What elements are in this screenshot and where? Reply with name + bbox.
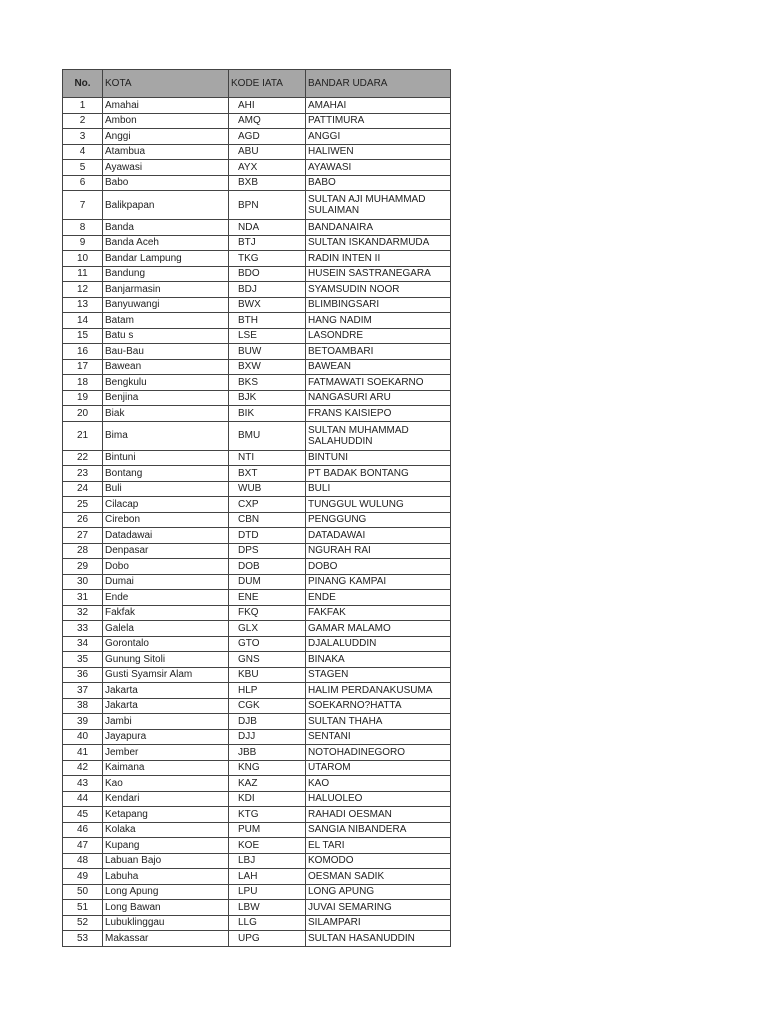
table-row xyxy=(63,344,451,360)
cell-no: 50 xyxy=(63,884,103,900)
cell-kode-iata: BIK xyxy=(229,406,306,422)
cell-no: 40 xyxy=(63,729,103,745)
table-row xyxy=(63,543,451,559)
table-row xyxy=(63,191,451,220)
cell-kota: Banda xyxy=(103,220,229,236)
table-row xyxy=(63,605,451,621)
cell-no: 45 xyxy=(63,807,103,823)
cell-kode-iata: KAZ xyxy=(229,776,306,792)
cell-kota: Lubuklinggau xyxy=(103,915,229,931)
cell-no: 15 xyxy=(63,328,103,344)
cell-bandar-udara: BABO xyxy=(306,175,451,191)
cell-kota: Jambi xyxy=(103,714,229,730)
cell-kota: Ende xyxy=(103,590,229,606)
table-row xyxy=(63,884,451,900)
cell-kode-iata: BDO xyxy=(229,266,306,282)
cell-bandar-udara: PINANG KAMPAI xyxy=(306,574,451,590)
cell-no: 30 xyxy=(63,574,103,590)
cell-bandar-udara: BULI xyxy=(306,481,451,497)
cell-no: 1 xyxy=(63,98,103,114)
cell-kota: Banda Aceh xyxy=(103,235,229,251)
table-body xyxy=(63,98,451,947)
cell-kode-iata: BKS xyxy=(229,375,306,391)
table-row xyxy=(63,235,451,251)
cell-no: 36 xyxy=(63,667,103,683)
cell-no: 6 xyxy=(63,175,103,191)
cell-no: 2 xyxy=(63,113,103,129)
cell-bandar-udara: SOEKARNO?HATTA xyxy=(306,698,451,714)
cell-kota: Ambon xyxy=(103,113,229,129)
cell-no: 27 xyxy=(63,528,103,544)
cell-kode-iata: LLG xyxy=(229,915,306,931)
cell-bandar-udara: PATTIMURA xyxy=(306,113,451,129)
cell-kota: Bintuni xyxy=(103,450,229,466)
table-row xyxy=(63,113,451,129)
cell-kota: Atambua xyxy=(103,144,229,160)
cell-kota: Kolaka xyxy=(103,822,229,838)
table-row xyxy=(63,636,451,652)
table-row xyxy=(63,729,451,745)
table-row xyxy=(63,822,451,838)
cell-bandar-udara: BLIMBINGSARI xyxy=(306,297,451,313)
cell-kota: Dobo xyxy=(103,559,229,575)
table-row xyxy=(63,359,451,375)
cell-kota: Jakarta xyxy=(103,698,229,714)
table-row xyxy=(63,220,451,236)
cell-kode-iata: DUM xyxy=(229,574,306,590)
table-row xyxy=(63,776,451,792)
cell-kota: Gusti Syamsir Alam xyxy=(103,667,229,683)
cell-kota: Kendari xyxy=(103,791,229,807)
cell-no: 10 xyxy=(63,251,103,267)
cell-kode-iata: BUW xyxy=(229,344,306,360)
cell-kota: Babo xyxy=(103,175,229,191)
cell-bandar-udara: SILAMPARI xyxy=(306,915,451,931)
cell-bandar-udara: HALIM PERDANAKUSUMA xyxy=(306,683,451,699)
cell-bandar-udara: SYAMSUDIN NOOR xyxy=(306,282,451,298)
cell-kota: Anggi xyxy=(103,129,229,145)
cell-kode-iata: DJJ xyxy=(229,729,306,745)
cell-no: 43 xyxy=(63,776,103,792)
cell-kota: Gorontalo xyxy=(103,636,229,652)
cell-bandar-udara: FRANS KAISIEPO xyxy=(306,406,451,422)
cell-no: 20 xyxy=(63,406,103,422)
cell-kode-iata: BXB xyxy=(229,175,306,191)
cell-no: 3 xyxy=(63,129,103,145)
cell-no: 41 xyxy=(63,745,103,761)
airport-table xyxy=(62,69,451,947)
cell-kode-iata: BDJ xyxy=(229,282,306,298)
cell-kode-iata: LPU xyxy=(229,884,306,900)
cell-bandar-udara: SULTAN ISKANDARMUDA xyxy=(306,235,451,251)
cell-kota: Batam xyxy=(103,313,229,329)
table-row xyxy=(63,313,451,329)
cell-kota: Denpasar xyxy=(103,543,229,559)
cell-bandar-udara: ENDE xyxy=(306,590,451,606)
table-row xyxy=(63,745,451,761)
cell-no: 22 xyxy=(63,450,103,466)
cell-bandar-udara: SULTAN AJI MUHAMMAD SULAIMAN xyxy=(306,191,451,220)
cell-kode-iata: BTJ xyxy=(229,235,306,251)
cell-kode-iata: CXP xyxy=(229,497,306,513)
table-row xyxy=(63,574,451,590)
cell-bandar-udara: BINTUNI xyxy=(306,450,451,466)
cell-bandar-udara: STAGEN xyxy=(306,667,451,683)
cell-kode-iata: LBJ xyxy=(229,853,306,869)
cell-no: 33 xyxy=(63,621,103,637)
cell-kota: Ayawasi xyxy=(103,160,229,176)
table-row xyxy=(63,266,451,282)
cell-kota: Bima xyxy=(103,421,229,450)
cell-no: 35 xyxy=(63,652,103,668)
table-row xyxy=(63,175,451,191)
table-row xyxy=(63,406,451,422)
cell-kota: Dumai xyxy=(103,574,229,590)
cell-kota: Labuan Bajo xyxy=(103,853,229,869)
cell-kode-iata: KOE xyxy=(229,838,306,854)
cell-no: 42 xyxy=(63,760,103,776)
header-kota: KOTA xyxy=(103,70,229,98)
table-row xyxy=(63,915,451,931)
table-row xyxy=(63,512,451,528)
cell-no: 47 xyxy=(63,838,103,854)
cell-bandar-udara: TUNGGUL WULUNG xyxy=(306,497,451,513)
cell-bandar-udara: UTAROM xyxy=(306,760,451,776)
table-row xyxy=(63,853,451,869)
cell-kota: Cilacap xyxy=(103,497,229,513)
cell-kota: Makassar xyxy=(103,931,229,947)
cell-kode-iata: AMQ xyxy=(229,113,306,129)
cell-kode-iata: DTD xyxy=(229,528,306,544)
table-row xyxy=(63,481,451,497)
cell-kota: Cirebon xyxy=(103,512,229,528)
cell-bandar-udara: HALIWEN xyxy=(306,144,451,160)
cell-kota: Biak xyxy=(103,406,229,422)
table-row xyxy=(63,251,451,267)
cell-bandar-udara: HANG NADIM xyxy=(306,313,451,329)
cell-bandar-udara: LONG APUNG xyxy=(306,884,451,900)
cell-kota: Bau-Bau xyxy=(103,344,229,360)
cell-kota: Datadawai xyxy=(103,528,229,544)
cell-kode-iata: TKG xyxy=(229,251,306,267)
cell-kode-iata: KBU xyxy=(229,667,306,683)
cell-kota: Fakfak xyxy=(103,605,229,621)
cell-kota: Long Bawan xyxy=(103,900,229,916)
cell-kota: Bandar Lampung xyxy=(103,251,229,267)
table-row xyxy=(63,714,451,730)
cell-no: 31 xyxy=(63,590,103,606)
table-row xyxy=(63,421,451,450)
cell-no: 37 xyxy=(63,683,103,699)
table-row xyxy=(63,900,451,916)
header-bandar-udara: BANDAR UDARA xyxy=(306,70,451,98)
cell-no: 11 xyxy=(63,266,103,282)
cell-no: 18 xyxy=(63,375,103,391)
cell-kode-iata: PUM xyxy=(229,822,306,838)
cell-bandar-udara: SANGIA NIBANDERA xyxy=(306,822,451,838)
cell-no: 38 xyxy=(63,698,103,714)
cell-no: 12 xyxy=(63,282,103,298)
cell-kota: Kao xyxy=(103,776,229,792)
cell-no: 5 xyxy=(63,160,103,176)
cell-bandar-udara: SULTAN THAHA xyxy=(306,714,451,730)
cell-kode-iata: NDA xyxy=(229,220,306,236)
cell-kode-iata: CBN xyxy=(229,512,306,528)
cell-no: 49 xyxy=(63,869,103,885)
cell-no: 39 xyxy=(63,714,103,730)
cell-kota: Balikpapan xyxy=(103,191,229,220)
cell-kode-iata: DOB xyxy=(229,559,306,575)
cell-no: 52 xyxy=(63,915,103,931)
cell-no: 34 xyxy=(63,636,103,652)
table-row xyxy=(63,621,451,637)
cell-kode-iata: BMU xyxy=(229,421,306,450)
cell-kode-iata: AYX xyxy=(229,160,306,176)
cell-kota: Kaimana xyxy=(103,760,229,776)
cell-kode-iata: WUB xyxy=(229,481,306,497)
cell-kota: Banjarmasin xyxy=(103,282,229,298)
table-row xyxy=(63,528,451,544)
cell-no: 48 xyxy=(63,853,103,869)
table-row xyxy=(63,590,451,606)
cell-kode-iata: ABU xyxy=(229,144,306,160)
table-row xyxy=(63,869,451,885)
cell-bandar-udara: OESMAN SADIK xyxy=(306,869,451,885)
cell-bandar-udara: LASONDRE xyxy=(306,328,451,344)
cell-bandar-udara: SULTAN MUHAMMAD SALAHUDDIN xyxy=(306,421,451,450)
table-row xyxy=(63,450,451,466)
cell-kota: Bandung xyxy=(103,266,229,282)
header-row xyxy=(63,70,451,98)
cell-kota: Ketapang xyxy=(103,807,229,823)
cell-kota: Jayapura xyxy=(103,729,229,745)
table-row xyxy=(63,98,451,114)
cell-kode-iata: ENE xyxy=(229,590,306,606)
cell-kode-iata: NTI xyxy=(229,450,306,466)
cell-no: 13 xyxy=(63,297,103,313)
table-row xyxy=(63,297,451,313)
cell-bandar-udara: KOMODO xyxy=(306,853,451,869)
table-row xyxy=(63,390,451,406)
cell-bandar-udara: ANGGI xyxy=(306,129,451,145)
cell-bandar-udara: BINAKA xyxy=(306,652,451,668)
table-row xyxy=(63,667,451,683)
cell-no: 26 xyxy=(63,512,103,528)
cell-kode-iata: GNS xyxy=(229,652,306,668)
cell-bandar-udara: AYAWASI xyxy=(306,160,451,176)
cell-bandar-udara: SULTAN HASANUDDIN xyxy=(306,931,451,947)
cell-kode-iata: BJK xyxy=(229,390,306,406)
cell-no: 51 xyxy=(63,900,103,916)
table-row xyxy=(63,160,451,176)
cell-no: 7 xyxy=(63,191,103,220)
cell-bandar-udara: AMAHAI xyxy=(306,98,451,114)
cell-bandar-udara: SENTANI xyxy=(306,729,451,745)
table-row xyxy=(63,760,451,776)
cell-kota: Kupang xyxy=(103,838,229,854)
cell-bandar-udara: BETOAMBARI xyxy=(306,344,451,360)
cell-no: 24 xyxy=(63,481,103,497)
cell-kota: Gunung Sitoli xyxy=(103,652,229,668)
cell-no: 8 xyxy=(63,220,103,236)
cell-kode-iata: AHI xyxy=(229,98,306,114)
cell-no: 19 xyxy=(63,390,103,406)
cell-bandar-udara: KAO xyxy=(306,776,451,792)
cell-kode-iata: KNG xyxy=(229,760,306,776)
cell-bandar-udara: DATADAWAI xyxy=(306,528,451,544)
table-row xyxy=(63,931,451,947)
cell-no: 9 xyxy=(63,235,103,251)
cell-kota: Bontang xyxy=(103,466,229,482)
cell-kode-iata: LBW xyxy=(229,900,306,916)
cell-kode-iata: KDI xyxy=(229,791,306,807)
cell-kode-iata: BWX xyxy=(229,297,306,313)
cell-kota: Bawean xyxy=(103,359,229,375)
cell-kota: Amahai xyxy=(103,98,229,114)
cell-kode-iata: GLX xyxy=(229,621,306,637)
cell-kode-iata: CGK xyxy=(229,698,306,714)
cell-bandar-udara: PENGGUNG xyxy=(306,512,451,528)
cell-kode-iata: BTH xyxy=(229,313,306,329)
cell-no: 23 xyxy=(63,466,103,482)
cell-bandar-udara: DJALALUDDIN xyxy=(306,636,451,652)
table-header xyxy=(63,70,451,98)
cell-bandar-udara: HALUOLEO xyxy=(306,791,451,807)
cell-kota: Batu s xyxy=(103,328,229,344)
table-row xyxy=(63,497,451,513)
cell-no: 16 xyxy=(63,344,103,360)
table-row xyxy=(63,129,451,145)
cell-no: 14 xyxy=(63,313,103,329)
cell-kode-iata: FKQ xyxy=(229,605,306,621)
table-row xyxy=(63,838,451,854)
header-kode-iata: KODE IATA xyxy=(229,70,306,98)
cell-kode-iata: DPS xyxy=(229,543,306,559)
cell-kota: Benjina xyxy=(103,390,229,406)
cell-kota: Banyuwangi xyxy=(103,297,229,313)
cell-no: 21 xyxy=(63,421,103,450)
cell-kode-iata: BXW xyxy=(229,359,306,375)
cell-kode-iata: HLP xyxy=(229,683,306,699)
cell-bandar-udara: NOTOHADINEGORO xyxy=(306,745,451,761)
cell-no: 29 xyxy=(63,559,103,575)
cell-no: 46 xyxy=(63,822,103,838)
cell-bandar-udara: EL TARI xyxy=(306,838,451,854)
cell-kota: Bengkulu xyxy=(103,375,229,391)
table-row xyxy=(63,683,451,699)
table-row xyxy=(63,652,451,668)
cell-no: 32 xyxy=(63,605,103,621)
cell-no: 44 xyxy=(63,791,103,807)
cell-kode-iata: BPN xyxy=(229,191,306,220)
cell-kode-iata: BXT xyxy=(229,466,306,482)
cell-bandar-udara: JUVAI SEMARING xyxy=(306,900,451,916)
table-row xyxy=(63,375,451,391)
cell-no: 25 xyxy=(63,497,103,513)
table-row xyxy=(63,791,451,807)
cell-no: 28 xyxy=(63,543,103,559)
cell-kota: Jakarta xyxy=(103,683,229,699)
cell-kode-iata: KTG xyxy=(229,807,306,823)
table-row xyxy=(63,807,451,823)
cell-bandar-udara: FATMAWATI SOEKARNO xyxy=(306,375,451,391)
cell-bandar-udara: FAKFAK xyxy=(306,605,451,621)
cell-bandar-udara: GAMAR MALAMO xyxy=(306,621,451,637)
table-row xyxy=(63,328,451,344)
cell-no: 53 xyxy=(63,931,103,947)
cell-kota: Long Apung xyxy=(103,884,229,900)
cell-kode-iata: JBB xyxy=(229,745,306,761)
table-row xyxy=(63,282,451,298)
cell-no: 4 xyxy=(63,144,103,160)
cell-kode-iata: GTO xyxy=(229,636,306,652)
cell-bandar-udara: BAWEAN xyxy=(306,359,451,375)
table-row xyxy=(63,466,451,482)
table-row xyxy=(63,559,451,575)
cell-kode-iata: UPG xyxy=(229,931,306,947)
cell-bandar-udara: PT BADAK BONTANG xyxy=(306,466,451,482)
cell-bandar-udara: NGURAH RAI xyxy=(306,543,451,559)
cell-bandar-udara: HUSEIN SASTRANEGARA xyxy=(306,266,451,282)
table-row xyxy=(63,144,451,160)
table-row xyxy=(63,698,451,714)
cell-kode-iata: LAH xyxy=(229,869,306,885)
cell-bandar-udara: RADIN INTEN II xyxy=(306,251,451,267)
cell-bandar-udara: BANDANAIRA xyxy=(306,220,451,236)
cell-no: 17 xyxy=(63,359,103,375)
cell-kota: Jember xyxy=(103,745,229,761)
cell-bandar-udara: DOBO xyxy=(306,559,451,575)
cell-bandar-udara: NANGASURI ARU xyxy=(306,390,451,406)
cell-kode-iata: LSE xyxy=(229,328,306,344)
header-no: No. xyxy=(63,70,103,98)
cell-kota: Galela xyxy=(103,621,229,637)
cell-kota: Labuha xyxy=(103,869,229,885)
cell-bandar-udara: RAHADI OESMAN xyxy=(306,807,451,823)
cell-kode-iata: AGD xyxy=(229,129,306,145)
cell-kode-iata: DJB xyxy=(229,714,306,730)
cell-kota: Buli xyxy=(103,481,229,497)
